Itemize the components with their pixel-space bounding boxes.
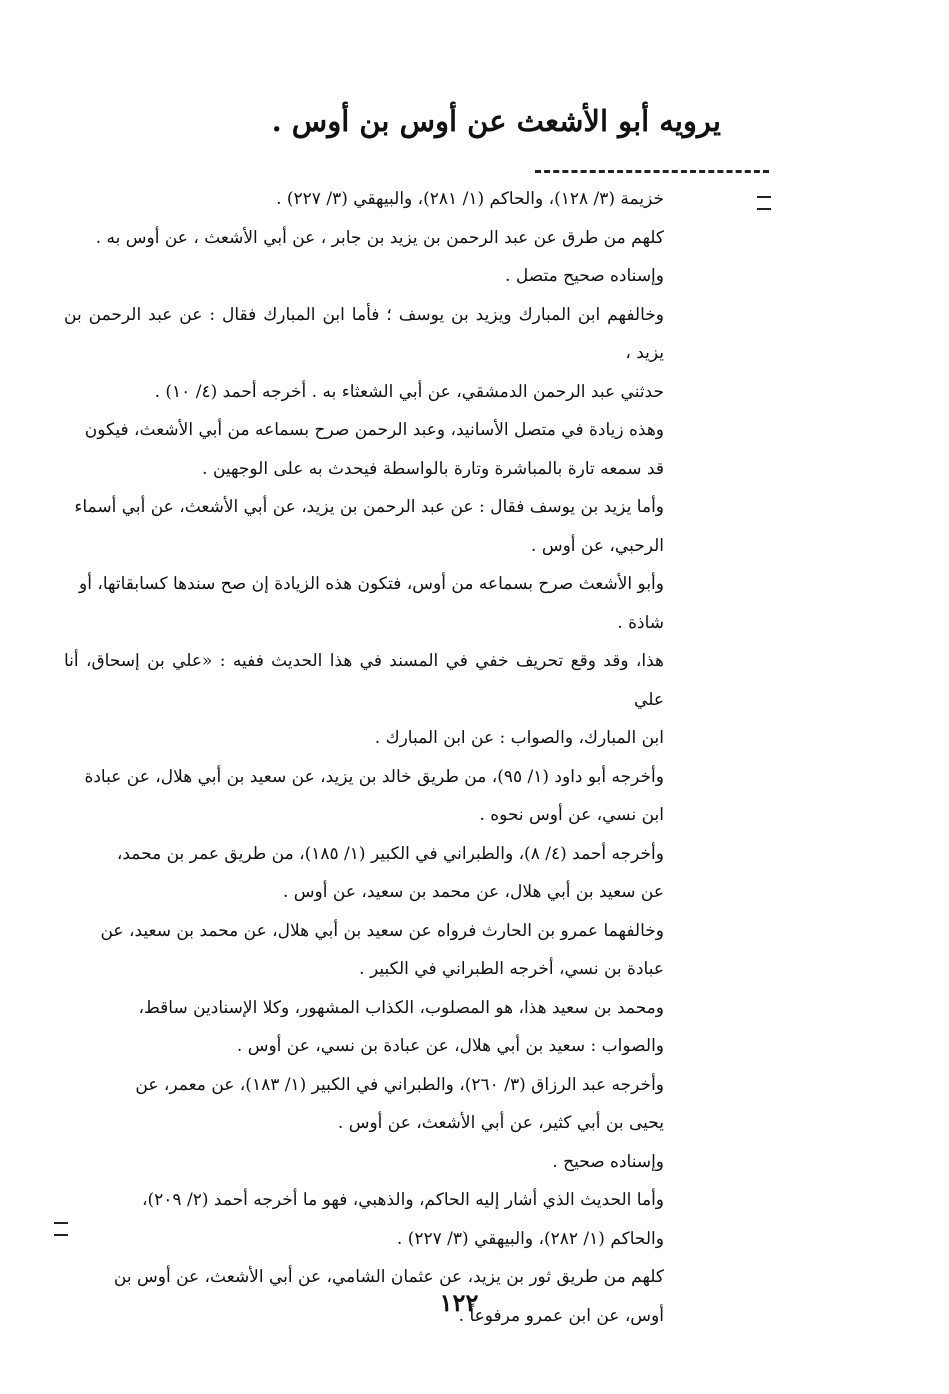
footnote-line: وإسناده صحيح متصل . — [505, 266, 664, 286]
footnote-line: وأخرجه أبو داود (١/ ٩٥)، من طريق خالد بن يزيد، عن سعيد بن أبي هلال، عن عبادة — [84, 766, 664, 787]
footnote-line: الرحبي، عن أوس . — [531, 535, 664, 556]
footnote-line: وأخرجه أحمد (٤/ ٨)، والطبراني في الكبير (١/ ١٨٥)، من طريق عمر بن محمد، — [116, 843, 664, 864]
footnote-line: وأخرجه عبد الرزاق (٣/ ٢٦٠)، والطبراني في الكبير (١/ ١٨٣)، عن معمر، عن — [135, 1074, 664, 1095]
footnote-line: قد سمعه تارة بالمباشرة وتارة بالواسطة فيحدث به على الوجهين . — [202, 458, 664, 479]
footnote-line: وأبو الأشعث صرح بسماعه من أوس، فتكون هذه الزيادة إن صح سندها كسابقاتها، أو — [79, 574, 664, 594]
footnote-continuation-mark-start — [757, 196, 771, 210]
footnote-line: ومحمد بن سعيد هذا، هو المصلوب، الكذاب المشهور، وكلا الإسنادين ساقط، — [138, 997, 664, 1018]
footnote-line: ابن نسي، عن أوس نحوه . — [479, 805, 664, 825]
footnote-line: عبادة بن نسي، أخرجه الطبراني في الكبير . — [359, 959, 664, 979]
footnote-continuation-mark-end — [54, 1222, 68, 1236]
page-number: ١٢٢ — [439, 1288, 479, 1317]
footnote-line: وخالفهما عمرو بن الحارث فرواه عن سعيد بن أبي هلال، عن محمد بن سعيد، عن — [100, 920, 664, 941]
footnote-line: خزيمة (٣/ ١٢٨)، والحاكم (١/ ٢٨١)، والبيهقي (٣/ ٢٢٧) . — [276, 189, 664, 209]
footnote-line: وخالفهم ابن المبارك ويزيد بن يوسف ؛ فأما ابن المبارك فقال : عن عبد الرحمن بن يزيد ، — [64, 304, 664, 363]
footnote-line: عن سعيد بن أبي هلال، عن محمد بن سعيد، عن أوس . — [282, 882, 664, 902]
footnote-line: شاذة . — [617, 612, 664, 633]
footnote-line: ابن المبارك، والصواب : عن ابن المبارك . — [374, 728, 664, 748]
footnote-line: كلهم من طريق ثور بن يزيد، عن عثمان الشامي، عن أبي الأشعث، عن أوس بن — [113, 1267, 664, 1287]
footnote-line: أوس، عن ابن عمرو مرفوعاً . — [458, 1305, 664, 1326]
footnote-line: والحاكم (١/ ٢٨٢)، والبيهقي (٣/ ٢٢٧) . — [396, 1228, 664, 1249]
footnote-line: وأما يزيد بن يوسف فقال : عن عبد الرحمن بن يزيد، عن أبي الأشعث، عن أبي أسماء — [74, 497, 664, 517]
footnote-separator — [535, 170, 769, 173]
footnote-line: حدثني عبد الرحمن الدمشقي، عن أبي الشعثاء به . أخرجه أحمد (٤/ ١٠) . — [154, 381, 664, 402]
footnote-line: وهذه زيادة في متصل الأسانيد، وعبد الرحمن صرح بسماعه من أبي الأشعث، فيكون — [84, 420, 664, 440]
footnote-line: والصواب : سعيد بن أبي هلال، عن عبادة بن نسي، عن أوس . — [236, 1036, 664, 1056]
footnotes-block — [64, 180, 664, 1335]
body-text-line: يرويه أبو الأشعث عن أوس بن أوس . — [271, 104, 721, 138]
footnote-line: يحيى بن أبي كثير، عن أبي الأشعث، عن أوس . — [337, 1113, 664, 1133]
footnote-line: هذا، وقد وقع تحريف خفي في المسند في هذا الحديث ففيه : «علي بن إسحاق، أنا علي — [64, 651, 664, 710]
footnote-line: وإسناده صحيح . — [552, 1151, 664, 1172]
footnote-line: وأما الحديث الذي أشار إليه الحاكم، والذهبي، فهو ما أخرجه أحمد (٢/ ٢٠٩)، — [142, 1190, 664, 1210]
footnote-line: كلهم من طرق عن عبد الرحمن بن يزيد بن جابر ، عن أبي الأشعث ، عن أوس به . — [95, 227, 664, 248]
